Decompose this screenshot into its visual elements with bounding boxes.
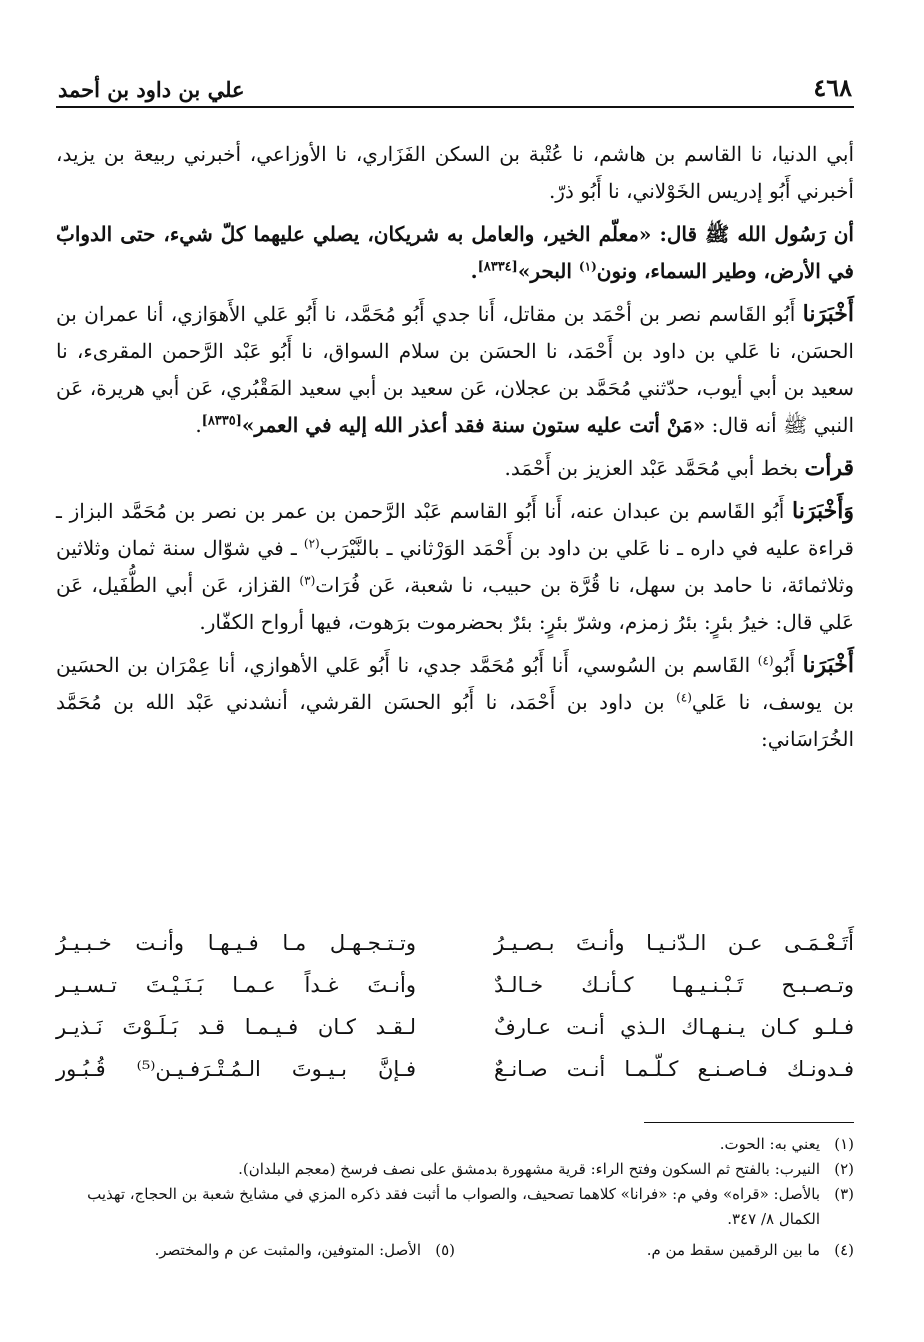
verse-second-half: وتـتـجـهـل مـا فـيـهـا وأنـت خـبـيـرُ xyxy=(56,931,416,955)
footnote-4 xyxy=(455,1238,854,1263)
footnote-3 xyxy=(56,1182,854,1232)
poem-verse xyxy=(56,922,854,964)
paragraph-text: أبي الدنيا، نا القاسم بن هاشم، نا عُتْبة بن السكن الفَزَاري، نا الأوزاعي، أخبرني ربيعة بن يزيد، أخبرني أَبُو إدريس الخَوْلاني، نا أَبُو ذرّ. xyxy=(56,142,854,203)
hadith-number: [٨٣٣٥] xyxy=(201,413,242,429)
poem-verse xyxy=(56,1048,854,1090)
footnote-marker: (٣) xyxy=(299,573,316,588)
paragraph-poem-intro xyxy=(56,647,854,758)
footnote-marker: (٤) xyxy=(757,653,774,668)
verse-first-half: فـدونـك فـاصـنـع كـلّـمـا أنـت صـانـعٌ xyxy=(494,1057,854,1081)
footnote-2 xyxy=(56,1157,854,1182)
paragraph-reading-note xyxy=(56,450,854,487)
page-number: ٤٦٨ xyxy=(813,73,852,102)
header-divider xyxy=(56,106,854,108)
hadith-text-end: البحر» xyxy=(517,259,579,283)
verse-first-half: أَتَـعْـمَـى عـن الـدّنـيـا وأنـتَ بـصـيـرُ xyxy=(494,931,854,955)
paragraph-lead-word: أَخْبَرَنا xyxy=(802,301,854,327)
footnote-text: النيرب: بالفتح ثم السكون وفتح الراء: قرية مشهورة بدمشق على نصف فرسخ (معجم البلدان). xyxy=(238,1160,820,1178)
poem xyxy=(56,922,854,1097)
paragraph-lead-word: قرأت xyxy=(804,455,854,481)
footnote-text: بالأصل: «قراه» وفي م: «فرانا» كلاهما تصحيف، والصواب ما أثبت فقد ذكره المزي في مشايخ شعبة بن الحجاج، تهذيب الكمال ٨/ ٣٤٧. xyxy=(87,1185,820,1228)
paragraph-text: أَبُو القَاسم نصر بن أحْمَد بن مقاتل، أَنا جدي أَبُو مُحَمَّد، نا أَبُو عَلي الأَهوَازي، أنا عمران بن الحسَن، نا عَلي بن داود بن أَحْمَد، نا الحسَن بن سلام السواق، نا أَبُو عَبْد الرَّحمن المقرىء، نا سعيد بن أبي أيوب، حدّثني مُحَمَّد بن عجلان، عَن سعيد بن أبي سعيد المَقْبُري، عَن أبي هريرة، عَن النبي ﷺ أنه قال: xyxy=(56,302,854,437)
footnote-row xyxy=(56,1238,854,1263)
paragraph-text: القزاز، عَن أبي الطُّفَيل، عَن عَلي قال: خيرُ بئرٍ: بئرُ زمزم، وشرّ بئرٍ: بئرٌ بحضرموت برَهوت، فيها أرواح الكفّار. xyxy=(56,573,854,634)
paragraph-text: ـ في شوّال سنة ثمان وثلاثين وثلاثمائة، نا حامد بن سهل، نا قُرَّة بن حبيب، نا شعبة، عَن فُرَات xyxy=(56,536,854,597)
paragraph-text: بخط أبي مُحَمَّد عَبْد العزيز بن أَحْمَد. xyxy=(504,456,805,480)
footnote-number: (٣) xyxy=(834,1185,854,1203)
main-text xyxy=(56,136,854,764)
footnote-number: (٤) xyxy=(834,1241,854,1259)
verse-second-half: لـقـد كـان فـيـمـا قـد بَـلَـوْتَ نَـذيـر xyxy=(56,1015,416,1039)
footnote-text: يعني به: الحوت. xyxy=(719,1135,820,1153)
paragraph-text: أَبُو xyxy=(773,653,803,677)
paragraph-text: أَبُو القَاسم بن عبدان عنه، أَنا أَبُو القاسم عَبْد الرَّحمن بن عمر بن نصر بن مُحَمَّد البزاز ـ قراءة عليه في داره ـ نا عَلي بن داود بن أَحْمَد الوَرْثاني ـ بالنَّيْرَب xyxy=(56,499,854,560)
paragraph-text: القَاسم بن السُوسي، أَنا أَبُو مُحَمَّد جدي، نا أَبُو عَلي الأهوازي، أنا عِمْرَان بن الحسَين بن يوسف، نا عَلي xyxy=(56,653,855,714)
footnote-marker: (٢) xyxy=(303,536,320,551)
footnote-number: (٥) xyxy=(435,1241,455,1259)
paragraph-zamzam-report xyxy=(56,493,854,641)
footnote-marker: (٤) xyxy=(676,690,692,705)
poem-verse xyxy=(56,964,854,1006)
footnote-marker: (١) xyxy=(578,259,597,274)
footnote-1 xyxy=(56,1132,854,1157)
verse-second-half: وأنـتَ غـداً عـمـا بَـنَـيْـتَ تـسـيـر xyxy=(56,973,416,997)
footnote-text: ما بين الرقمين سقط من م. xyxy=(646,1241,820,1259)
footnote-number: (١) xyxy=(834,1135,854,1153)
paragraph-isnad-continuation xyxy=(56,136,854,210)
paragraph-lead-word: وَأَخْبَرَنا xyxy=(792,498,854,524)
footnote-text: الأصل: المتوفين، والمثبت عن م والمختصر. xyxy=(154,1241,421,1259)
hadith-text: «مَنْ أتت عليه ستون سنة فقد أعذر الله إليه في العمر» xyxy=(241,413,706,437)
page-header xyxy=(58,68,852,102)
paragraph-hadith-8335: أَخْبَرَنا أَبُو القَاسم نصر بن أحْمَد بن مقاتل، أَنا جدي أَبُو مُحَمَّد، نا أَبُو عَلي الأَهوَازي، أنا عمران بن الحسَن، نا عَلي بن داود بن أَحْمَد، نا الحسَن بن سلام السواق، نا أَبُو عَبْد الرَّحمن المقرىء، نا سعيد بن أبي أيوب، حدّثني مُحَمَّد بن عجلان، عَن سعيد بن أبي سعيد المَقْبُري، عَن أبي هريرة، عَن النبي ﷺ أنه قال: «مَنْ أتت عليه ستون سنة فقد أعذر الله إليه في العمر»[٨٣٣٥]. xyxy=(56,301,854,437)
poem-verse xyxy=(56,1006,854,1048)
verse-first-half: وتـصـبـح تَـبْـنـيـهـا كـأنـك خـالـدٌ xyxy=(494,973,854,997)
footnote-divider xyxy=(644,1122,854,1123)
verse-second-half: فـإنَّ بـيـوتَ الـمُـتْـرَفـيـن⁽⁵⁾ قُـبُـور xyxy=(56,1057,416,1081)
hadith-text: أن رَسُول الله ﷺ قال: «معلّم الخير، والعامل به شريكان، يصلي عليهما كلّ شيء، حتى الدوابّ في الأرض، وطير السماء، ونون xyxy=(56,222,854,283)
footnote-5 xyxy=(56,1238,455,1263)
paragraph-lead-word: أَخْبَرَنا xyxy=(802,652,854,678)
paragraph-hadith-8334: أن رَسُول الله ﷺ قال: «معلّم الخير، والعامل به شريكان، يصلي عليهما كلّ شيء، حتى الدوابّ في الأرض، وطير السماء، ونون$^{(١)}$ البحر»[٨٣٣٤]. xyxy=(56,222,854,283)
running-title: علي بن داود بن أحمد xyxy=(58,77,245,102)
verse-first-half: فـلـو كـان يـنـهـاك الـذي أنـت عـارفٌ xyxy=(494,1015,854,1039)
hadith-number: [٨٣٣٤] xyxy=(477,259,518,275)
footnotes xyxy=(56,1132,854,1263)
footnote-number: (٢) xyxy=(834,1160,854,1178)
paragraph-text: بن داود بن أَحْمَد، نا أَبُو الحسَن القرشي، أنشدني عَبْد الله بن مُحَمَّد الخُرَاسَاني: xyxy=(56,690,854,751)
